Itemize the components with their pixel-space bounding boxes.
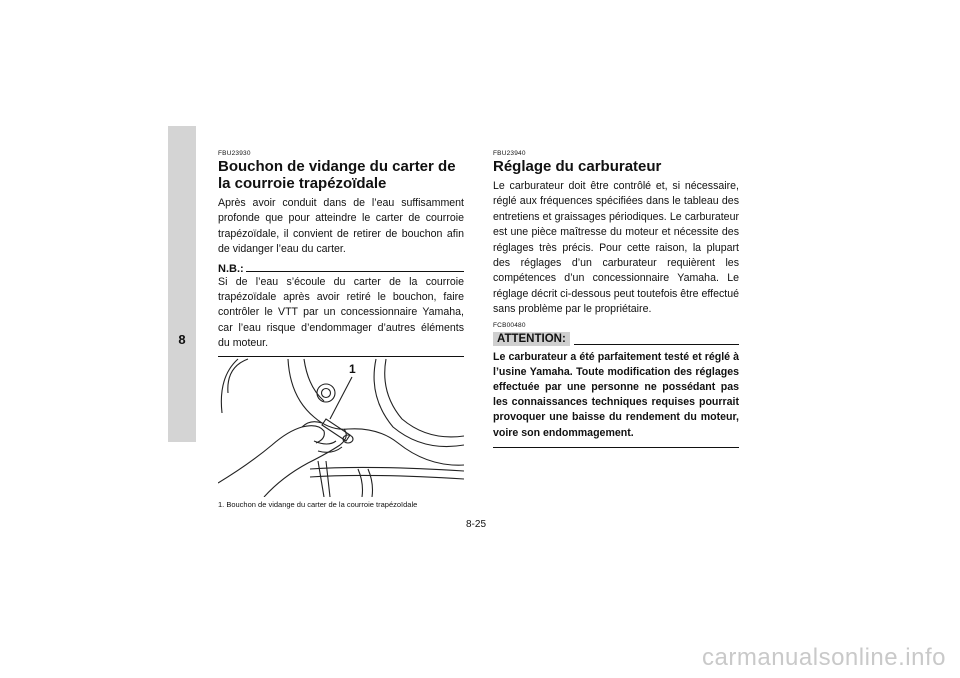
- page-number: 8-25: [466, 519, 487, 530]
- attention-rule: [574, 344, 739, 345]
- section-code: FBU23940: [493, 150, 526, 157]
- note-header: [218, 263, 464, 275]
- section-body: Le carburateur doit être contrôlé et, si nécessaire, réglé aux fréquences spécifiées dans le tableau des entretiens et graissages périodiques. Le carburateur est une pièce maîtresse du moteur et nécessite des réglages très précis. Pour cette raison, la plupart des réglages d’un carburateur requièrent les compétences d’un concessionnaire Yamaha. Le réglage décrit ci-dessous peut toutefois être effectué sans problème par le propriétaire.: [493, 180, 739, 316]
- section-body: Après avoir conduit dans de l’eau suffisamment profonde que pour atteindre le carter de courroie trapézoïdale, il convient de retirer de bouchon afin de vidanger l’eau du carter.: [218, 197, 464, 256]
- attention-end-rule: [493, 447, 739, 448]
- attention-header: [493, 332, 739, 346]
- section-title: Réglage du carburateur: [493, 158, 662, 175]
- left-column: [218, 150, 464, 509]
- figure-callout-number: 1: [349, 361, 356, 376]
- right-column: [493, 150, 739, 448]
- note-label: N.B.:: [218, 262, 244, 275]
- figure-caption: 1. Bouchon de vidange du carter de la courroie trapézoïdale: [218, 499, 418, 509]
- section-code: FBU23930: [218, 150, 251, 157]
- chapter-tab: [168, 126, 196, 442]
- section-title: Bouchon de vidange du carter de la courroie trapézoïdale: [218, 158, 456, 192]
- drain-plug-illustration: [218, 357, 464, 497]
- note-rule: [246, 271, 464, 272]
- attention-text: Le carburateur a été parfaitement testé et réglé à l’usine Yamaha. Toute modification des réglages effectuée par une personne ne possédant pas les connaissances techniques requises pourrait provoquer une baisse du rendement du moteur, voire son endommagement.: [493, 350, 739, 439]
- note-text: Si de l’eau s’écoule du carter de la courroie trapézoïdale après avoir retiré le bouchon, faire contrôler le VTT par un concessionnaire Yamaha, car l’eau risque d’endommager d’autres éléments du moteur.: [218, 275, 464, 350]
- chapter-number: 8: [178, 332, 186, 347]
- attention-label: ATTENTION:: [493, 332, 570, 346]
- attention-code: FCB00480: [493, 321, 526, 329]
- watermark: carmanualsonline.info: [702, 644, 946, 671]
